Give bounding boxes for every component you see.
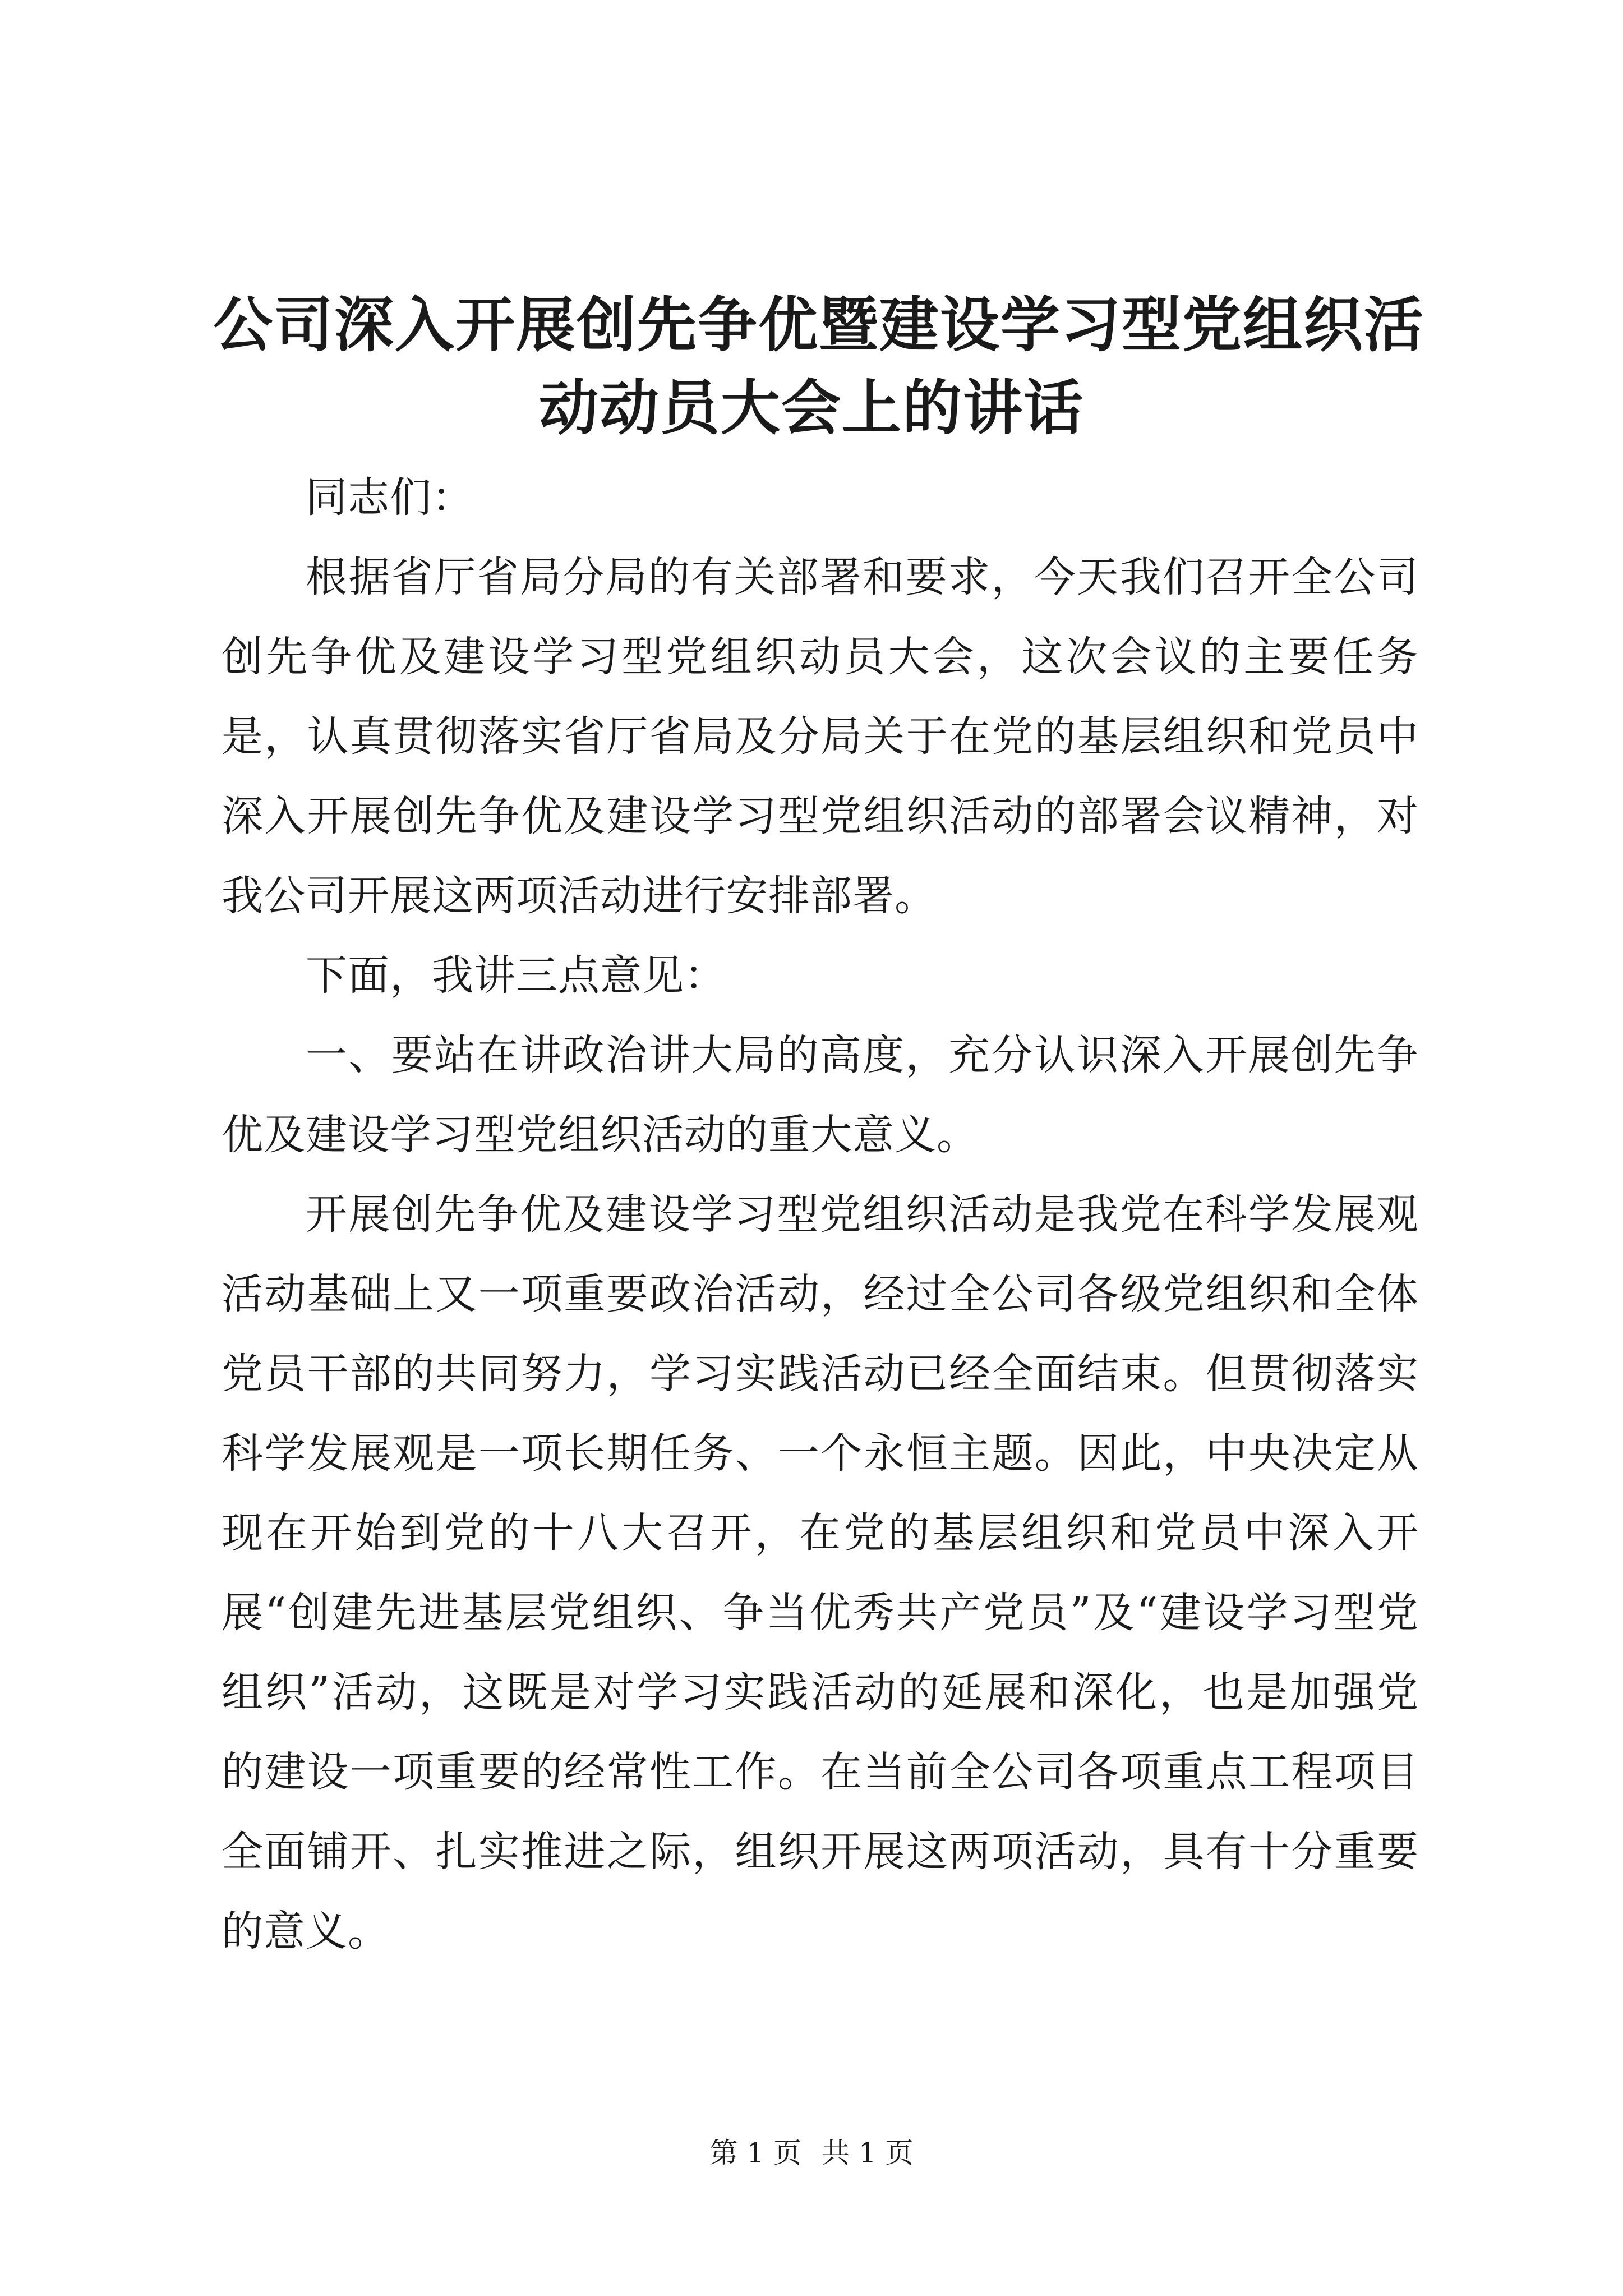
- paragraph-body: 开展创先争优及建设学习型党组织活动是我党在科学发展观活动基础上又一项重要政治活动，经过全公司各级党组织和全体党员干部的共同努力，学习实践活动已经全面结束。但贯彻落实科学发展观是一项长期任务、一个永恒主题。因此，中央决定从现在开始到党的十八大召开，在党的基层组织和党员中深入开展“创建先进基层党组织、争当优秀共产党员”及“建设学习型党组织”活动，这既是对学习实践活动的延展和深化，也是加强党的建设一项重要的经常性工作。在当前全公司各项重点工程项目全面铺开、扎实推进之际，组织开展这两项活动，具有十分重要的意义。: [222, 1190, 1419, 1955]
- section-heading-1: 一、要站在讲政治讲大局的高度，充分认识深入开展创先争优及建设学习型党组织活动的重大意义。: [222, 1031, 1419, 1159]
- paragraph-intro: 根据省厅省局分局的有关部署和要求，今天我们召开全公司创先争优及建设学习型党组织动员大会，这次会议的主要任务是，认真贯彻落实省厅省局及分局关于在党的基层组织和党员中深入开展创先争优及建设学习型党组织活动的部署会议精神，对我公司开展这两项活动进行安排部署。: [222, 553, 1419, 920]
- document-body: [222, 458, 1419, 1971]
- paragraph-transition: 下面，我讲三点意见：: [306, 951, 726, 1000]
- page-number-total: 共 1 页: [821, 2137, 914, 2169]
- title-line-2: 动动员大会上的讲话: [539, 372, 1084, 443]
- page-number-current: 第 1 页: [709, 2137, 802, 2169]
- document-title: [213, 283, 1424, 449]
- salutation: 同志们：: [306, 473, 474, 522]
- title-line-1: 公司深入开展创先争优暨建设学习型党组织活: [213, 289, 1424, 360]
- page-footer: [0, 2136, 1623, 2170]
